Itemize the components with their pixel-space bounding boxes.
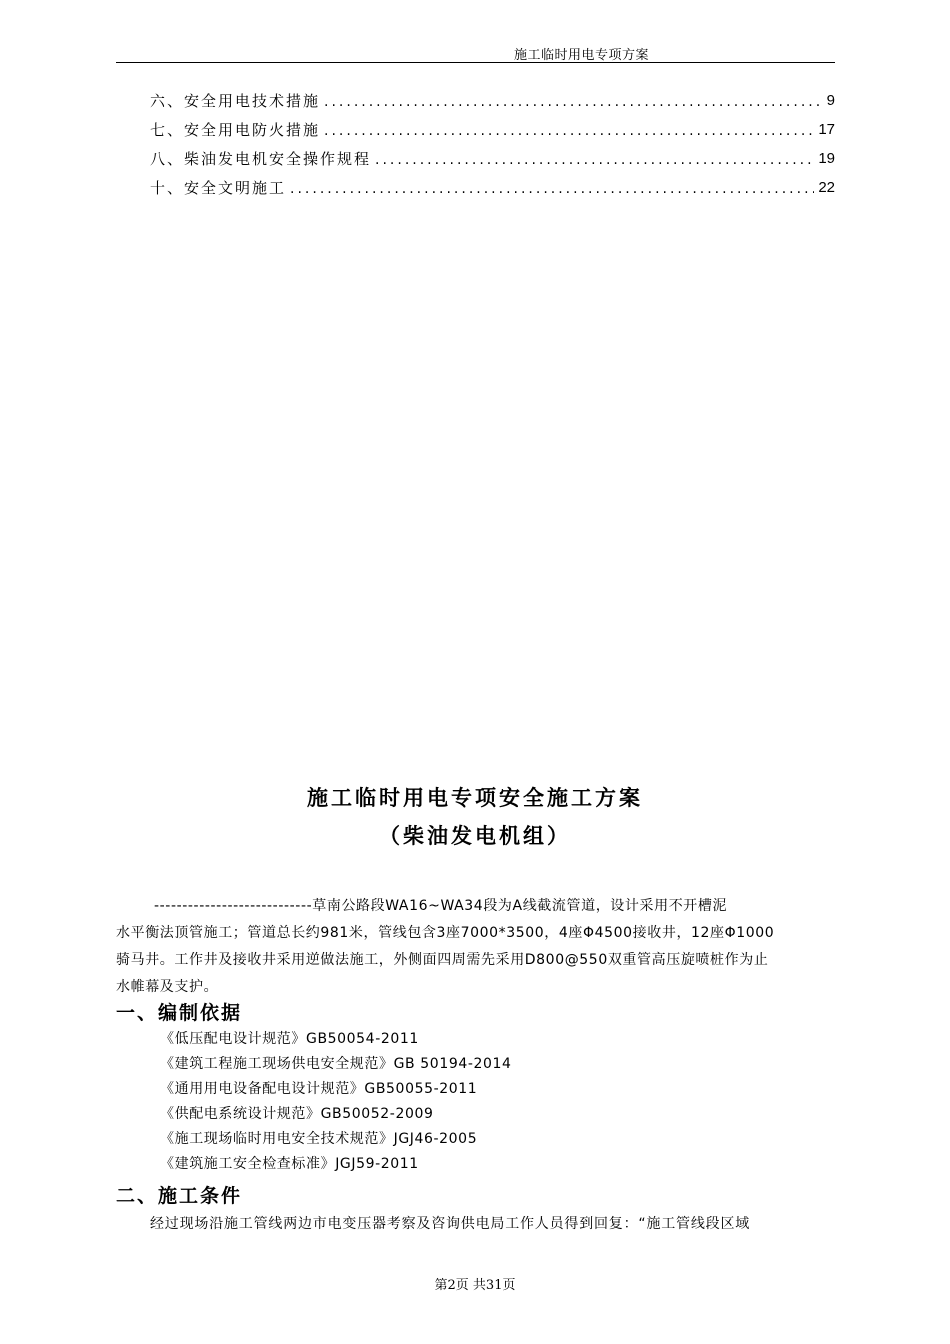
intro-line: 水帷幕及支护。 <box>116 979 219 995</box>
intro-line: ----------------------------草南公路段WA16~WA34段为A线截流管道，设计采用不开槽泥 <box>154 898 728 914</box>
toc-entry-label: 七、安全用电防火措施 <box>150 121 321 139</box>
toc-entry[interactable] <box>150 86 835 115</box>
reference-item: 《建筑工程施工现场供电安全规范》GB 50194-2014 <box>160 1056 512 1072</box>
intro-paragraph <box>116 893 835 1001</box>
reference-item: 《建筑施工安全检查标准》JGJ59-2011 <box>160 1156 419 1172</box>
toc-entry-page: 19 <box>818 150 835 167</box>
intro-line: 骑马井。工作井及接收井采用逆做法施工，外侧面四周需先采用D800@550双重管高压旋喷桩作为止 <box>116 952 769 968</box>
reference-item: 《低压配电设计规范》GB50054-2011 <box>160 1031 419 1047</box>
table-of-contents <box>150 86 835 202</box>
toc-entry-page: 9 <box>826 92 835 109</box>
reference-item: 《通用用电设备配电设计规范》GB50055-2011 <box>160 1081 478 1097</box>
toc-dot-leader <box>324 94 823 110</box>
toc-dot-leader <box>290 181 814 197</box>
toc-entry-page: 17 <box>818 121 835 138</box>
section-heading-basis: 一、编制依据 <box>116 1002 243 1024</box>
toc-entry-label: 八、柴油发电机安全操作规程 <box>150 150 372 168</box>
toc-entry-page: 22 <box>818 179 835 196</box>
reference-item: 《施工现场临时用电安全技术规范》JGJ46-2005 <box>160 1131 478 1147</box>
toc-entry[interactable] <box>150 115 835 144</box>
toc-dot-leader <box>324 123 814 139</box>
reference-item: 《供配电系统设计规范》GB50052-2009 <box>160 1106 434 1122</box>
header-divider <box>116 62 835 63</box>
section-heading-conditions: 二、施工条件 <box>116 1185 243 1207</box>
toc-entry-label: 六、安全用电技术措施 <box>150 92 321 110</box>
toc-entry[interactable] <box>150 173 835 202</box>
document-subtitle: （柴油发电机组） <box>379 823 571 848</box>
document-title: 施工临时用电专项安全施工方案 <box>307 785 643 810</box>
page-footer: 第2页 共31页 <box>434 1278 516 1293</box>
conditions-paragraph: 经过现场沿施工管线两边市电变压器考察及咨询供电局工作人员得到回复：“施工管线段区域 <box>150 1216 751 1232</box>
toc-dot-leader <box>375 152 814 168</box>
intro-line: 水平衡法顶管施工；管道总长约981米，管线包含3座7000*3500，4座Φ4500接收井，12座Φ1000 <box>116 925 775 941</box>
toc-entry-label: 十、安全文明施工 <box>150 179 287 197</box>
running-header: 施工临时用电专项方案 <box>514 48 650 63</box>
reference-list <box>160 1027 512 1177</box>
toc-entry[interactable] <box>150 144 835 173</box>
